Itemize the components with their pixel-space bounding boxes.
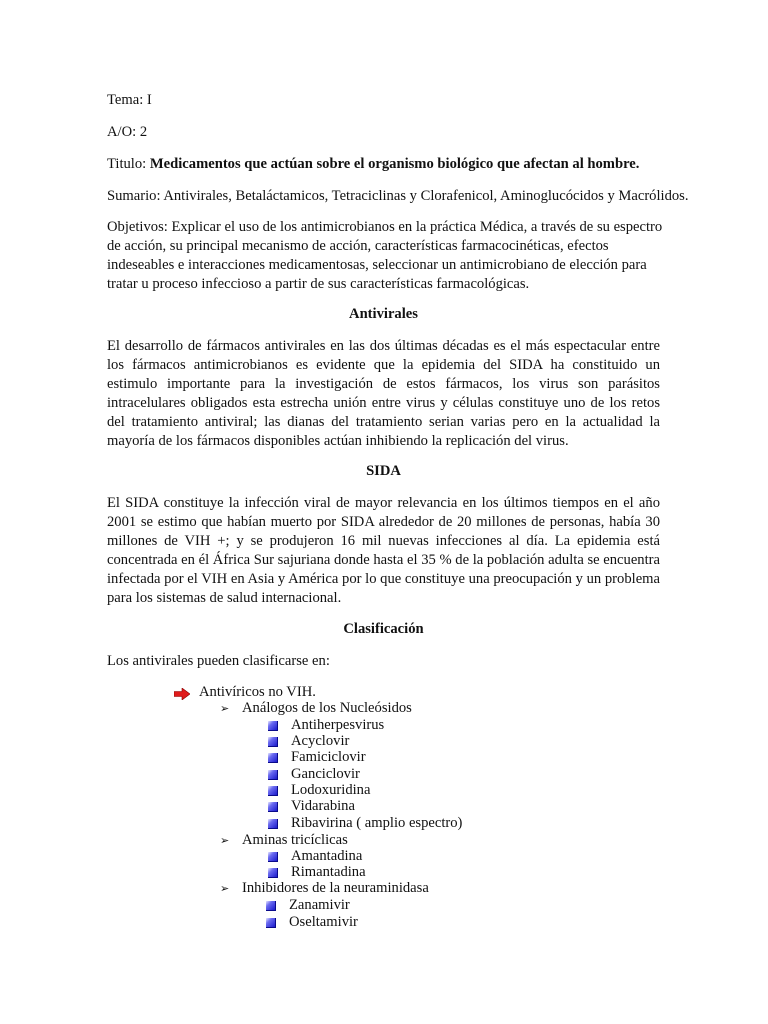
list-item-label: Amantadina xyxy=(291,848,363,864)
chevron-right-icon: ➢ xyxy=(220,833,230,847)
antivirales-heading: Antivirales xyxy=(349,306,418,322)
list-item-label: Vidarabina xyxy=(291,798,355,814)
list-item-label: Ribavirina ( amplio espectro) xyxy=(291,815,463,831)
tema-line: Tema: I xyxy=(107,92,152,108)
antivirales-paragraph: El desarrollo de fármacos antivirales en las dos últimas décadas es el más espectacular entre los fármacos antimicrobianos es evidente que la epidemia del SIDA ha constituido un estimulo importante para la investigación de estos fármacos, los virus son parásitos intracelulares obligados esta estrecha unión entre virus y células constituye uno de los retos del tratamiento antiviral; las dianas del tratamiento serian varias pero en la actualidad la mayoría de los fármacos disponibles actúan inhibiendo la replicación del virus. xyxy=(107,338,660,449)
titulo-label: Titulo: xyxy=(107,156,150,172)
list-item-label: Rimantadina xyxy=(291,864,366,880)
list-item-label: Ganciclovir xyxy=(291,766,360,782)
list-item-label: Acyclovir xyxy=(291,733,350,749)
list-item-label: Antivíricos no VIH. xyxy=(199,684,316,700)
list-item-label: Lodoxuridina xyxy=(291,782,371,798)
blue-square-icon xyxy=(268,786,278,796)
list-group-label: Inhibidores de la neuraminidasa xyxy=(242,880,429,896)
objetivos-paragraph: Objetivos: Explicar el uso de los antimicrobianos en la práctica Médica, a través de su espectro de acción, su principal mecanismo de acción, características farmacocinéticas, efectos indeseables e interacciones medicamentosas, seleccionar un antimicrobiano de elección para tratar u proceso infeccioso a partir de sus características farmacológicas. xyxy=(107,219,663,292)
list-item-label: Oseltamivir xyxy=(289,914,358,930)
list-group-label: Análogos de los Nucleósidos xyxy=(242,700,412,716)
titulo-line xyxy=(107,155,639,174)
red-arrow-icon xyxy=(174,687,190,699)
blue-square-icon xyxy=(268,819,278,829)
list-item-label: Antiherpesvirus xyxy=(291,717,385,733)
blue-square-icon xyxy=(266,901,276,911)
titulo-text: Medicamentos que actúan sobre el organismo biológico que afectan al hombre. xyxy=(149,156,640,172)
blue-square-icon xyxy=(268,737,278,747)
sida-heading: SIDA xyxy=(366,463,401,479)
blue-square-icon xyxy=(268,770,278,780)
ao-line: A/O: 2 xyxy=(107,124,148,140)
sida-paragraph: El SIDA constituye la infección viral de mayor relevancia en los últimos tiempos en el año 2001 se estimo que habían muerto por SIDA alrededor de 20 millones de personas, había 30 millones de VIH +; y se produjeron 16 mil nuevas infecciones al día. La epidemia está concentrada en él África Sur sajuriana donde hasta el 35 % de la población adulta se encuentra infectada por el VIH en Asia y América por lo que constituye una preocupación y un problema para los sistemas de salud internacional. xyxy=(107,495,660,606)
sumario-line: Sumario: Antivirales, Betaláctamicos, Tetraciclinas y Clorafenicol, Aminoglucócidos y Macrólidos. xyxy=(107,188,689,204)
blue-square-icon xyxy=(266,918,276,928)
chevron-right-icon: ➢ xyxy=(220,881,230,895)
list-item-label: Famiciclovir xyxy=(291,749,366,765)
list-item-label: Zanamivir xyxy=(289,897,350,913)
chevron-right-icon: ➢ xyxy=(220,701,230,715)
list-group-label: Aminas tricíclicas xyxy=(242,832,348,848)
clasificacion-intro: Los antivirales pueden clasificarse en: xyxy=(107,653,330,669)
blue-square-icon xyxy=(268,868,278,878)
clasificacion-heading: Clasificación xyxy=(343,621,424,637)
blue-square-icon xyxy=(268,753,278,763)
blue-square-icon xyxy=(268,852,278,862)
blue-square-icon xyxy=(268,802,278,812)
blue-square-icon xyxy=(268,721,278,731)
list-item xyxy=(266,913,358,932)
